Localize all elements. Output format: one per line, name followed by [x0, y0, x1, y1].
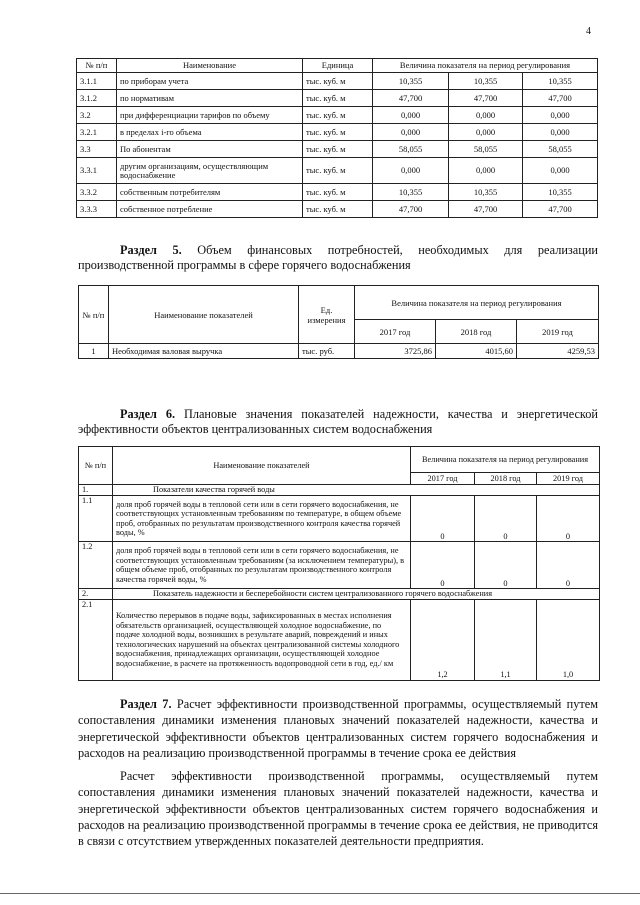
- row-value: 0,000: [523, 124, 598, 141]
- row-number: 3.3.2: [77, 184, 117, 201]
- table-row: [79, 599, 600, 680]
- row-name: другим организациям, осуществляющим водоснабжение: [117, 158, 303, 184]
- col-header-name: Наименование показателей: [109, 286, 299, 344]
- section-5-heading: [78, 243, 598, 273]
- group-number: 2.: [79, 589, 113, 600]
- row-number: 3.3: [77, 141, 117, 158]
- row-value: 47,700: [449, 90, 523, 107]
- row-number: 2.1: [79, 599, 113, 680]
- row-unit: тыс. куб. м: [303, 73, 373, 90]
- row-value: 0,000: [373, 124, 449, 141]
- table-row: [77, 184, 598, 201]
- table-header-row: [79, 447, 600, 473]
- table-row: [79, 542, 600, 589]
- col-header-number: № п/п: [77, 59, 117, 73]
- row-value: 58,055: [449, 141, 523, 158]
- year-2018: 2018 год: [475, 473, 537, 485]
- section-6-heading: [78, 407, 598, 437]
- row-value: 10,355: [449, 184, 523, 201]
- row-text: доля проб горячей воды в тепловой сети или в сети горячего водоснабжения, не соответствующих установленным требованиям (за исключением температуры), в общем объеме проб, отобранных по результатам производственного контроля качества горячей воды, %: [113, 542, 411, 589]
- row-value: 10,355: [373, 184, 449, 201]
- row-name: Необходимая валовая выручка: [109, 344, 299, 359]
- row-name: По абонентам: [117, 141, 303, 158]
- row-text: Количество перерывов в подаче воды, зафиксированных в местах исполнения обязательств организацией, осуществляющей холодное водоснабжение, по подаче холодной воды, возникших в результате аварий, повреждений и иных технологических нарушений на объектах централизованной системы холодного водоснабжения, принадлежащих организации, осуществляющей холодное водоснабжение, в расчете на протяженность водопроводной сети в год, ед./ км: [113, 599, 411, 680]
- row-value: 10,355: [523, 184, 598, 201]
- table-row: [77, 141, 598, 158]
- table-row: [79, 496, 600, 542]
- financial-needs-table: [78, 285, 599, 359]
- row-number: 3.1.2: [77, 90, 117, 107]
- row-name: собственным потребителям: [117, 184, 303, 201]
- group-row: [79, 485, 600, 496]
- group-title: Показатели качества горячей воды: [113, 485, 600, 496]
- row-value: 0: [537, 496, 600, 542]
- row-number: 1: [79, 344, 109, 359]
- row-value: 10,355: [373, 73, 449, 90]
- row-value: 0: [537, 542, 600, 589]
- row-value: 0: [411, 496, 475, 542]
- row-unit: тыс. куб. м: [303, 184, 373, 201]
- year-2017: 2017 год: [411, 473, 475, 485]
- row-unit: тыс. куб. м: [303, 158, 373, 184]
- row-name: при дифференциации тарифов по объему: [117, 107, 303, 124]
- col-header-period: Величина показателя на период регулирования: [373, 59, 598, 73]
- row-number: 1.2: [79, 542, 113, 589]
- row-value: 0,000: [373, 158, 449, 184]
- reliability-indicators-table: [78, 446, 600, 681]
- table-header-row: [79, 286, 599, 320]
- row-value: 0,000: [523, 158, 598, 184]
- row-value: 4015,60: [436, 344, 517, 359]
- row-value: 58,055: [373, 141, 449, 158]
- row-unit: тыс. руб.: [299, 344, 355, 359]
- row-number: 3.1.1: [77, 73, 117, 90]
- row-unit: тыс. куб. м: [303, 141, 373, 158]
- row-name: по нормативам: [117, 90, 303, 107]
- row-value: 47,700: [373, 90, 449, 107]
- row-value: 10,355: [523, 73, 598, 90]
- row-value: 47,700: [523, 90, 598, 107]
- table-row: [77, 107, 598, 124]
- row-value: 0,000: [523, 107, 598, 124]
- section-7-paragraph: Расчет эффективности производственной программы, осуществляемый путем сопоставления динамики изменения плановых значений показателей надежности, качества и энергетической эффективности объектов централизованных систем горячего водоснабжения и расходов на реализацию производственной программы в течение срока ее действия, не приводится в связи с отсутствием утвержденных показателей деятельности предприятия.: [78, 769, 598, 849]
- section-5-label: Раздел 5.: [120, 243, 182, 257]
- row-number: 3.2.1: [77, 124, 117, 141]
- col-header-number: № п/п: [79, 286, 109, 344]
- row-value: 47,700: [373, 201, 449, 218]
- row-unit: тыс. куб. м: [303, 90, 373, 107]
- row-number: 3.2: [77, 107, 117, 124]
- table-row: [77, 73, 598, 90]
- row-unit: тыс. куб. м: [303, 107, 373, 124]
- consumption-table: [76, 58, 598, 218]
- table-header-row: [77, 59, 598, 73]
- section-7-text: Расчет эффективности производственной программы, осуществляемый путем сопоставления динамики изменения плановых значений показателей надежности, качества и энергетической эффективности объектов централизованных систем горячего водоснабжения и расходов на реализацию производственной программы в течение срока ее действия: [78, 697, 598, 760]
- year-2018: 2018 год: [436, 320, 517, 344]
- section-7-heading: [78, 696, 598, 761]
- row-unit: тыс. куб. м: [303, 201, 373, 218]
- table-row: [79, 344, 599, 359]
- row-value: 58,055: [523, 141, 598, 158]
- table-row: [77, 158, 598, 184]
- section-6-label: Раздел 6.: [120, 407, 176, 421]
- year-2019: 2019 год: [517, 320, 599, 344]
- col-header-period: Величина показателя на период регулирования: [411, 447, 600, 473]
- row-text: доля проб горячей воды в тепловой сети или в сети горячего водоснабжения, не соответствующих установленным требованиям по температуре, в общем объеме проб, отобранных по результатам производственного контроля качества горячей воды, %: [113, 496, 411, 542]
- row-number: 3.3.1: [77, 158, 117, 184]
- row-value: 4259,53: [517, 344, 599, 359]
- group-number: 1.: [79, 485, 113, 496]
- table-row: [77, 201, 598, 218]
- row-value: 1,2: [411, 599, 475, 680]
- year-2019: 2019 год: [537, 473, 600, 485]
- bottom-rule: [0, 893, 640, 894]
- row-name: собственное потребление: [117, 201, 303, 218]
- section-6-text: Плановые значения показателей надежности, качества и энергетической эффективности объектов централизованных систем водоснабжения: [78, 407, 598, 436]
- row-value: 0,000: [449, 124, 523, 141]
- row-value: 1,0: [537, 599, 600, 680]
- row-value: 47,700: [449, 201, 523, 218]
- section-7-label: Раздел 7.: [120, 697, 172, 711]
- col-header-unit: Единица: [303, 59, 373, 73]
- col-header-name: Наименование показателей: [113, 447, 411, 485]
- row-value: 0: [475, 496, 537, 542]
- group-title: Показатель надежности и бесперебойности систем централизованного горячего водоснабжения: [113, 589, 600, 600]
- row-value: 0,000: [373, 107, 449, 124]
- row-value: 10,355: [449, 73, 523, 90]
- row-value: 47,700: [523, 201, 598, 218]
- row-value: 0: [411, 542, 475, 589]
- row-value: 0,000: [449, 158, 523, 184]
- table-row: [77, 124, 598, 141]
- year-2017: 2017 год: [355, 320, 436, 344]
- col-header-period: Величина показателя на период регулирования: [355, 286, 599, 320]
- row-value: 1,1: [475, 599, 537, 680]
- row-number: 1.1: [79, 496, 113, 542]
- group-row: [79, 589, 600, 600]
- section-5-text: Объем финансовых потребностей, необходимых для реализации производственной программы в сфере горячего водоснабжения: [78, 243, 598, 272]
- col-header-name: Наименование: [117, 59, 303, 73]
- page-number: 4: [586, 26, 591, 37]
- row-number: 3.3.3: [77, 201, 117, 218]
- row-value: 3725,86: [355, 344, 436, 359]
- col-header-number: № п/п: [79, 447, 113, 485]
- row-name: в пределах i-го объема: [117, 124, 303, 141]
- table-row: [77, 90, 598, 107]
- row-value: 0: [475, 542, 537, 589]
- row-value: 0,000: [449, 107, 523, 124]
- col-header-unit: Ед. измерения: [299, 286, 355, 344]
- row-name: по приборам учета: [117, 73, 303, 90]
- row-unit: тыс. куб. м: [303, 124, 373, 141]
